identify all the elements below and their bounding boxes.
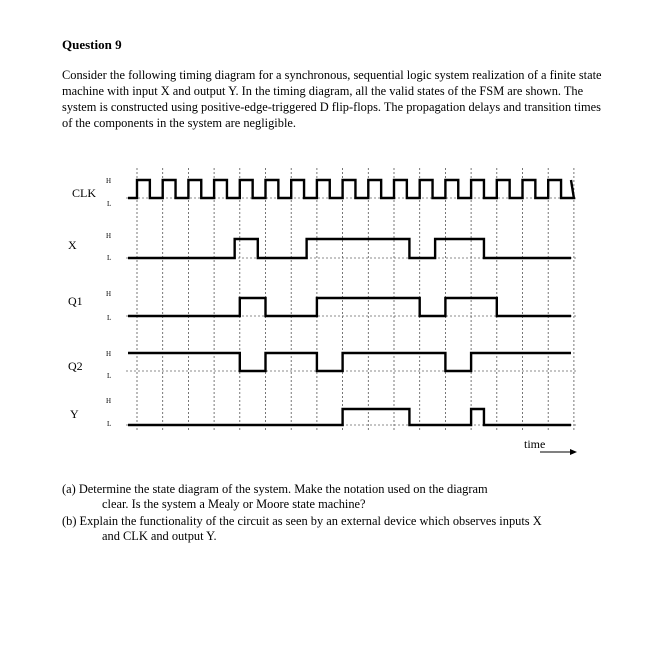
signal-label-clk: CLK <box>72 186 96 200</box>
x-low-label: L <box>107 254 112 262</box>
waveform-x <box>128 239 571 258</box>
part-b-line1: (b) Explain the functionality of the circuit as seen by an external device which observes inputs X <box>62 514 542 528</box>
signal-label-q1: Q1 <box>68 294 83 308</box>
waveform-q1 <box>128 298 571 316</box>
x-high-label: H <box>106 232 112 240</box>
waveform-clk <box>128 180 574 198</box>
question-title: Question 9 <box>62 37 122 52</box>
waveform-q2 <box>128 353 571 371</box>
timing-gridlines <box>137 168 574 432</box>
timing-baselines <box>126 198 578 425</box>
part-a-line1: (a) Determine the state diagram of the system. Make the notation used on the diagram <box>62 482 488 496</box>
q1-low-label: L <box>107 314 112 322</box>
time-axis-label: time <box>524 437 546 451</box>
signal-label-y: Y <box>70 407 79 421</box>
clk-low-label: L <box>107 200 112 208</box>
q1-high-label: H <box>106 290 112 298</box>
signal-label-q2: Q2 <box>68 359 83 373</box>
clk-high-label: H <box>106 177 112 185</box>
waveform-y <box>128 409 571 425</box>
part-b-line2: and CLK and output Y. <box>102 529 217 543</box>
question-intro: Consider the following timing diagram for a synchronous, sequential logic system realization of a finite state machine with input X and output Y. In the timing diagram, all the valid states of the FSM are shown. The system is constructed using positive-edge-triggered D flip-flops. The propagation delays and transition times of the components in the system are negligible. <box>62 68 602 130</box>
signal-label-x: X <box>68 238 77 252</box>
part-a-line2: clear. Is the system a Mealy or Moore state machine? <box>102 497 366 511</box>
q2-low-label: L <box>107 372 112 380</box>
part-a <box>62 482 602 512</box>
y-high-label: H <box>106 397 112 405</box>
q2-high-label: H <box>106 350 112 358</box>
time-arrow-head <box>570 449 577 455</box>
part-b <box>62 514 602 544</box>
y-low-label: L <box>107 420 112 428</box>
